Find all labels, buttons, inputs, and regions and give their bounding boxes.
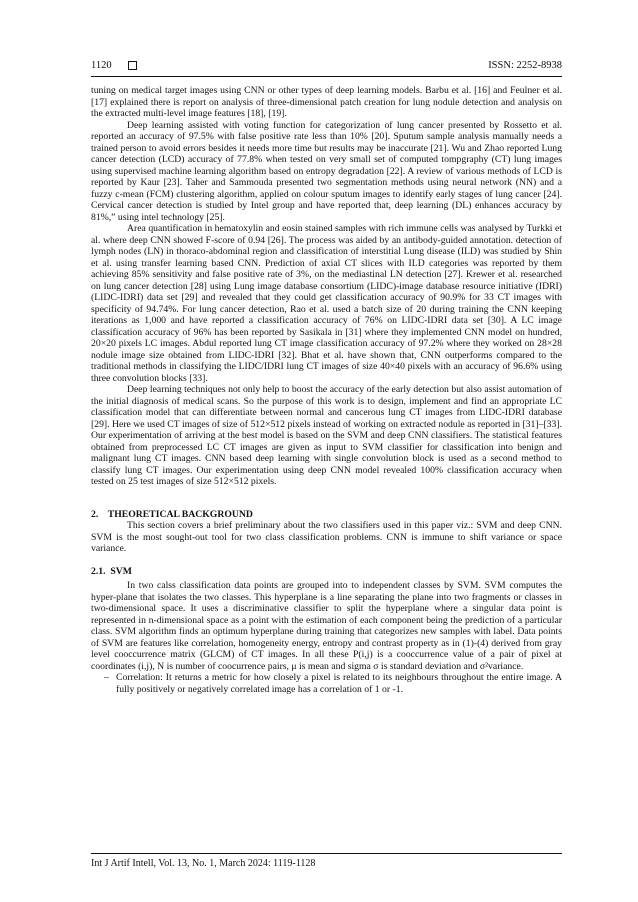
square-icon xyxy=(128,61,137,70)
paragraph: Deep learning assisted with voting function for categorization of lung cancer presented by Rossetto et al. reported an accuracy of 97.5% with false positive rate less than 10% [20]. Sputum sample analysis manually needs a trained person to avoid errors besides it needs more time but results may be inaccurate [21]. Wu and Zhao reported Lung cancer detection (LCD) accuracy of 77.8% when tested on very small set of computed tompgraphy (CT) lung images using supervised machine learning algorithm based on entropy degradation [22]. A review of various methods of LCD is reported by Kaur [23]. Taher and Sammouda presented two segmentation methods using neural network (NN) and a fuzzy c-mean (FCM) clustering algorithm, applied on colour sputum images to identify early stages of lung cancer [24]. Cervical cancer detection is studied by Intel group and have reported that, deep learning (DL) enhances accuracy by 81%,” using intel technology [25]. xyxy=(91,119,562,223)
paragraph-continuation: tuning on medical target images using CNN or other types of deep learning models. Barbu et al. [16] and Feulner et al. [17] explained there is report on analysis of three-dimensional patch creation for lung nodule detection and analysis on the extracted multi-level image features [18], [19]. xyxy=(91,85,562,119)
header-rule xyxy=(91,76,562,77)
page-number: 1120 xyxy=(91,60,112,71)
page-body xyxy=(91,85,562,695)
running-header xyxy=(91,60,562,74)
paragraph: Area quantification in hematoxylin and eosin stained samples with rich immune cells was analysed by Turkki et al. where deep CNN showed F-score of 0.94 [26]. The process was aided by an antibody-guided annotation. detection of lymph nodes (LN) in thoraco-abdominal region and classification of interstitial Lung disease (ILD) was studied by Shin et al. using transfer learning based CNN. Prediction of axial CT slices with ILD categories was reported by them achieving 85% sensitivity and false positive rate of 3%, on the mediastinal LN detection [27]. Krewer et al. researched on lung cancer detection [28] using Lung image database consortium (LIDC)-image database resource initiative (IDRI) (LIDC-IDRI) data set [29] and revealed that they could get classification accuracy of 90.9% for 33 CT images with specificity of 94.74%. For lung cancer detection, Rao et al. used a batch size of 20 during training the CNN keeping iterations as 1,000 and have reported a classification accuracy of 76% on LIDC-IDRI data set [30]. A LC image classification accuracy of 96% has been reported by Sasikala in [31] where they implemented CNN model on hundred, 20×20 pixels LC images. Abdul reported lung CT image classification accuracy of 97.2% where they worked on 28×28 nodule image size obtained from LIDC-IDRI [32]. Bhat et al. have shown that, CNN outperforms compared to the traditional methods in classifying the LIDC/IDRI lung CT images of size 40×40 pixels with an accuracy of 96.6% using three convolution blocks [33]. xyxy=(91,223,562,384)
subsection-heading: 2.1. SVM xyxy=(91,565,132,577)
bullet-dash: – xyxy=(104,672,109,683)
bullet-item xyxy=(105,672,562,695)
footer-rule xyxy=(91,853,562,854)
section-heading: 2. THEORETICAL BACKGROUND xyxy=(91,508,253,520)
footer-citation: Int J Artif Intell, Vol. 13, No. 1, March 2024: 1119-1128 xyxy=(91,858,316,869)
paragraph: In two calss classification data points are grouped into to independent classes by SVM. SVM computes the hyper-plane that isolates the two classes. This hyperplane is a line separating the plane into two fragments or classes in two-dimensional space. It uses a discriminative classifier to split the hyperplane where a singular data point is represented in n-dimensional space as a point with the estimation of each component being the prediction of a particular class. SVM algorithm finds an optimum hyperplane during training that categorizes new samples with label. Data points of SVM are features like correlation, homogeneity energy, entropy and contrast property as in (1)-(4) derived from gray level cooccurrence matrix (GLCM) of CT images. In all these P(i,j) is a cooccurrence value of a pair of pixel at coordinates (i,j), N is number of coocurrence pairs, μ is mean and sigma σ is standard deviation and σ²variance. xyxy=(91,580,562,672)
issn-label: ISSN: 2252-8938 xyxy=(488,60,562,71)
paragraph: Deep learning techniques not only help to boost the accuracy of the early detection but also assist automation of the initial diagnosis of medical scans. So the purpose of this work is to design, implement and find an appropriate LC classification model that can differentiate between normal and cancerous lung CT images from LIDC-IDRI database [29]. Here we used CT images of size of 512×512 pixels instead of working on extracted nodule as reported in [31]–[33]. Our experimentation of arriving at the best model is based on the SVM and deep CNN classifiers. The statistical features obtained from preprocessed LC CT images are given as input to SVM classifier for classification into benign and malignant lung CT images. CNN based deep learning with single convolution block is used as a second method to classify lung CT images. Our experimentation using deep CNN model revealed 100% classification accuracy when tested on 25 test images of size 512×512 pixels. xyxy=(91,384,562,487)
paragraph: This section covers a brief preliminary about the two classifiers used in this paper viz.: SVM and deep CNN. SVM is the most sought-out tool for two class classification problems. CNN is immune to shift variance or space variance. xyxy=(91,520,562,554)
bullet-text: Correlation: It returns a metric for how closely a pixel is related to its neighbours throughout the entire image. A fully positively or negatively correlated image has a correlation of 1 or -1. xyxy=(116,672,562,695)
